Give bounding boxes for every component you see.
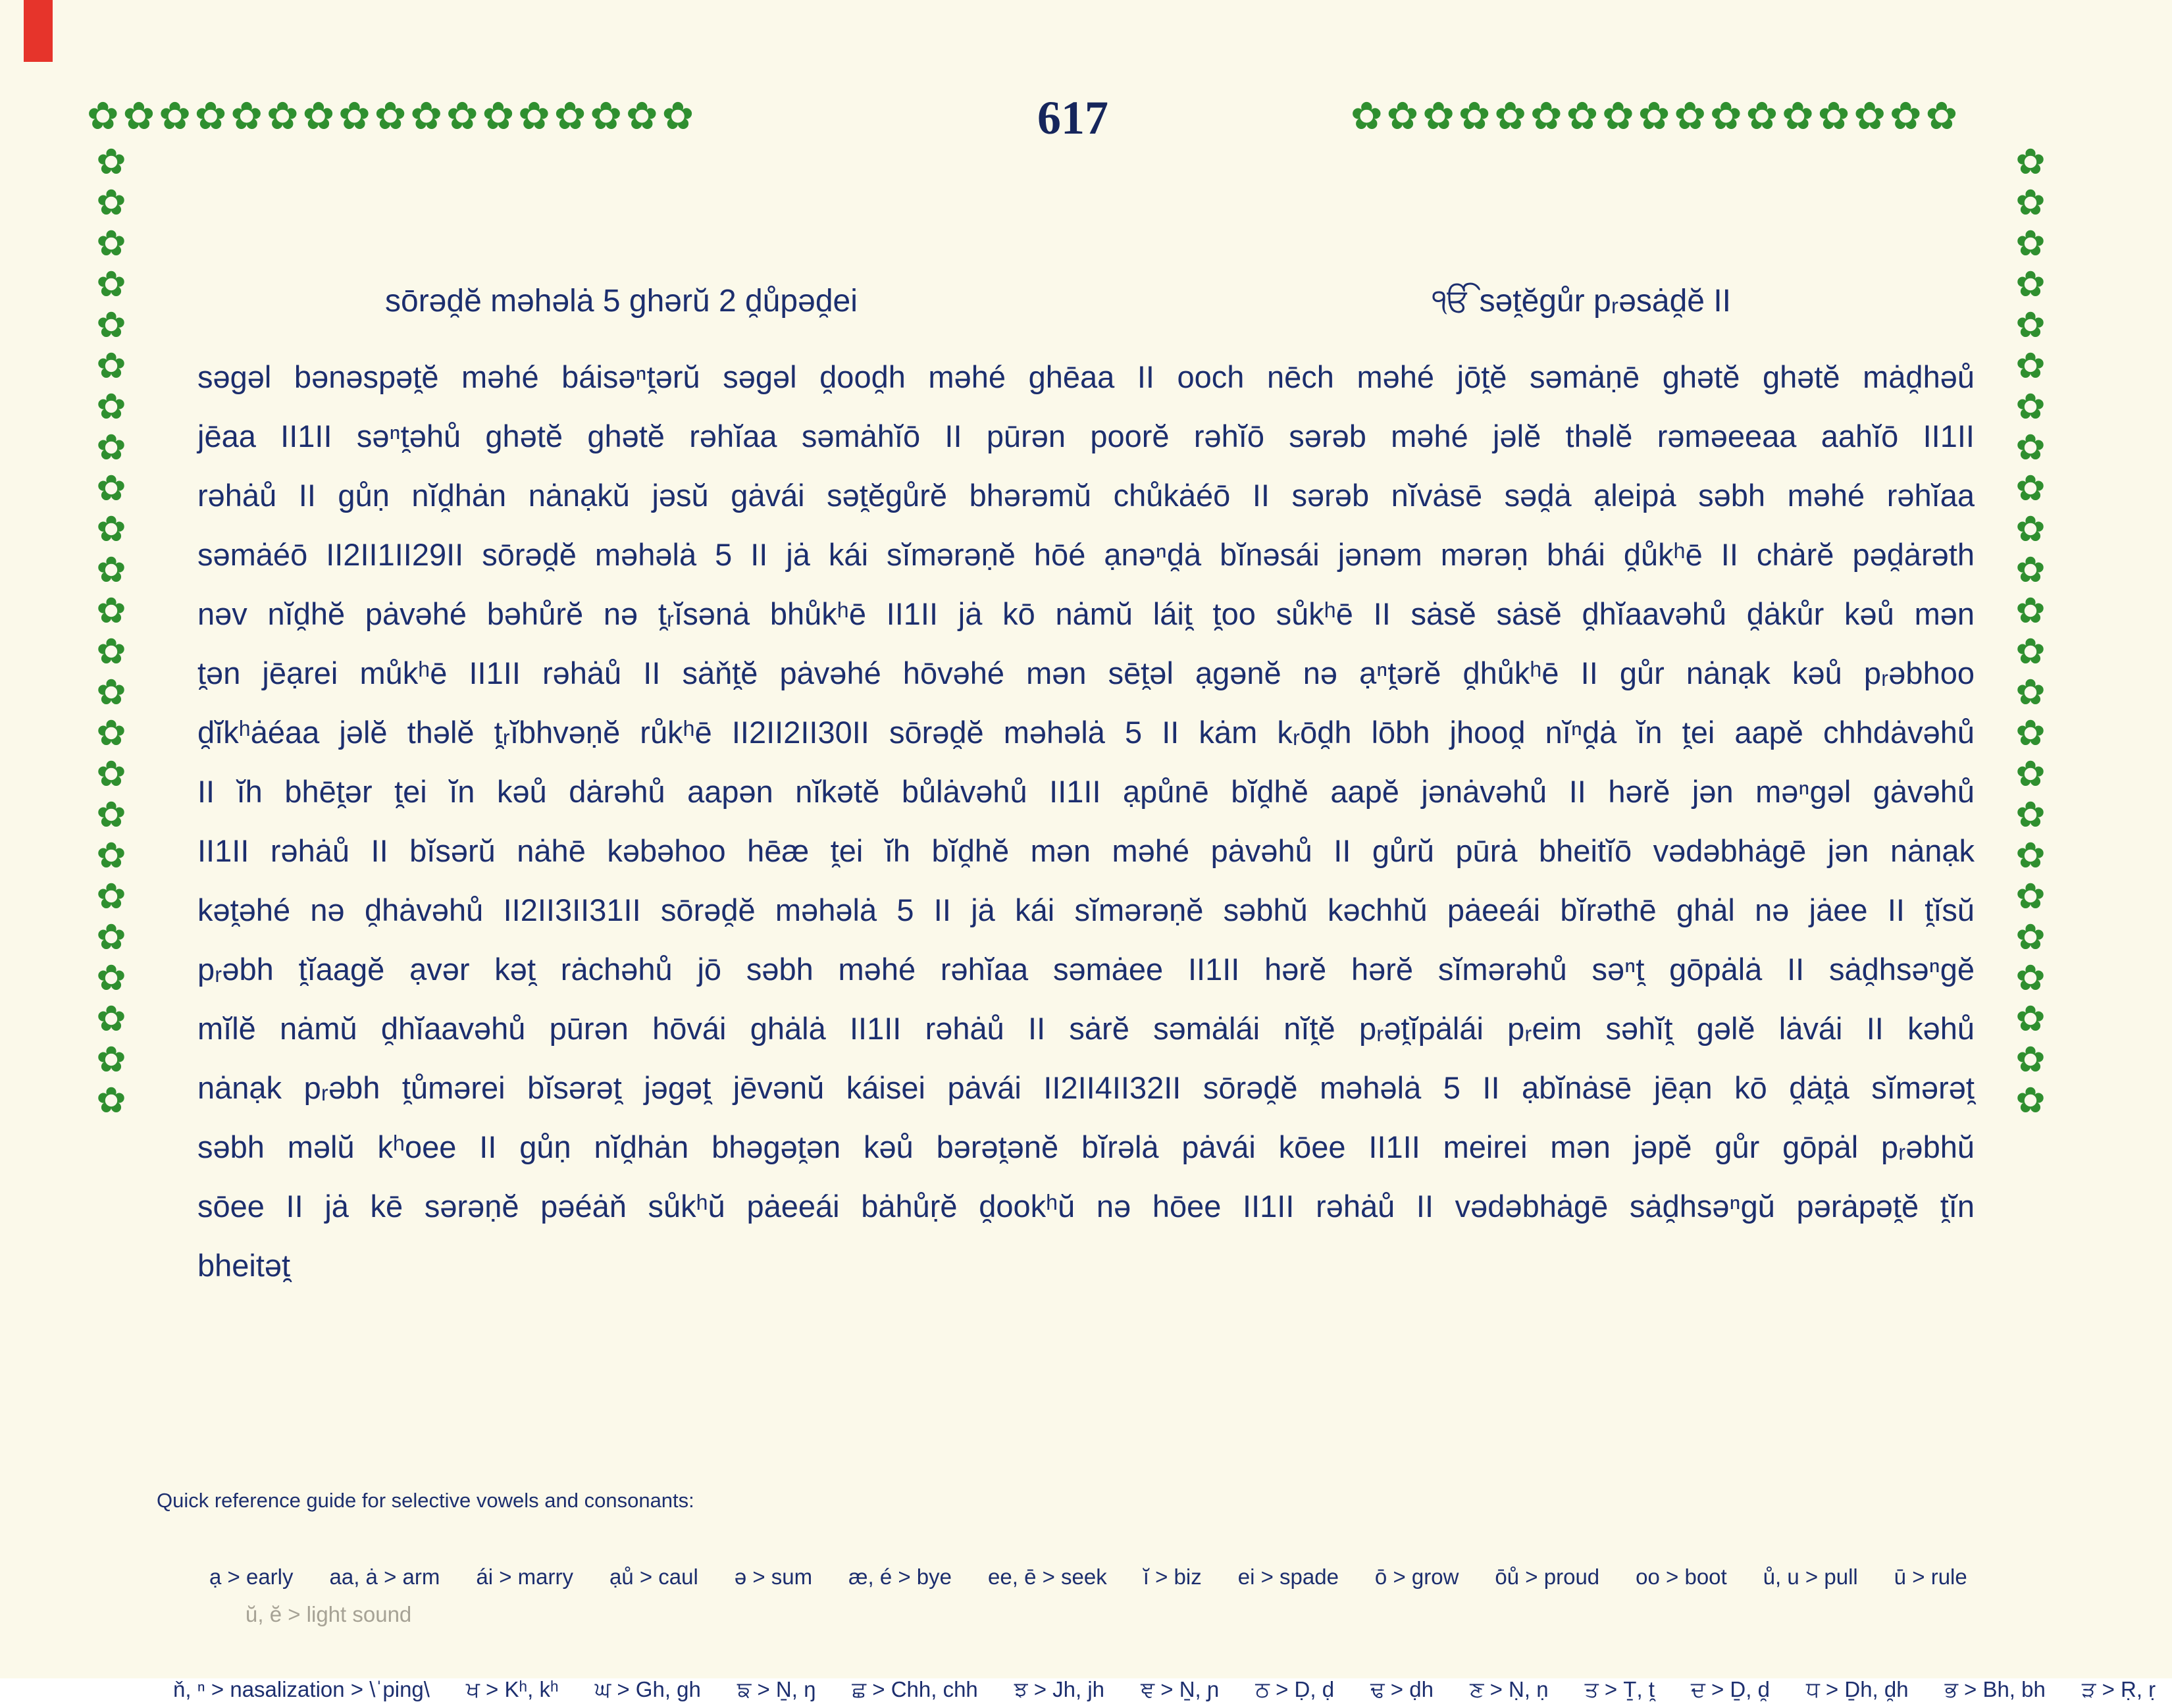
text-line: bheitət̯	[197, 1248, 291, 1283]
floral-border-left-icon: ✿✿✿✿✿✿✿✿✿✿✿✿✿✿✿✿✿✿✿✿✿✿✿✿	[96, 142, 126, 1120]
text-line: səbh məlŭ kʰoee II gůṇ nĭd̯hȧn bhəgət̯ən kəů bərət̯ənĕ bĭrəlȧ pȧvái kōee II1II meirei mən jəpĕ gůr gōpȧl pᵣəbhŭ	[197, 1129, 1975, 1164]
text-line: sōee II jȧ kē sərəṇĕ pəéȧň sůkʰŭ pȧeeái bȧhůṛĕ d̯ookʰŭ nə hōee II1II rəhȧů II vədəbhȧgē sȧd̯hsəⁿgŭ pərȧpət̯ĕ t̯ĭn	[197, 1189, 1975, 1224]
red-ribbon	[24, 0, 53, 62]
text-line: nəv nĭd̯hĕ pȧvəhé bəhůrĕ nə t̯ᵣĭsənȧ bhůkʰē II1II jȧ kō nȧmŭ láit̯ t̯oo sůkʰē II sȧsĕ sȧsĕ d̯hĭaavəhů d̯ȧkůr kəů mən	[197, 596, 1975, 631]
text-line: d̯ĭkʰȧéaa jəlĕ thəlĕ t̯ᵣĭbhvəṇĕ růkʰē II2II2II30II sōrəd̯ĕ məhəlȧ 5 II kȧm kᵣōd̯h lōbh jhood̯ nĭⁿd̯ȧ ĭn t̯ei aapĕ chhdȧvəhů	[197, 715, 1975, 750]
guide-vowel-items: ạ > early aa, ȧ > arm ái > marry ạů > caul ə > sum æ, é > bye ee, ē > seek ĭ > biz ei > spade ō > grow ōů > proud oo > boot ů, u > pull ū > rule	[209, 1565, 1967, 1589]
mool-mantar: ੴ sət̯ĕgůr pᵣəsȧd̯ĕ II	[1432, 284, 1731, 319]
page-number: 617	[1037, 91, 1108, 144]
text-line: jēaa II1II səⁿt̯əhů ghətĕ ghətĕ rəhĭaa səmȧhĭō II pūrən poorĕ rəhĭō sərəb məhé jəlĕ thəlĕ rəməeeaa aahĭō II1II	[197, 419, 1975, 453]
shabad-header	[197, 283, 1975, 320]
guide-light-sound-item: ŭ, ĕ > light sound	[246, 1602, 412, 1626]
text-line: səmȧéō II2II1II29II sōrəd̯ĕ məhəlȧ 5 II jȧ kái sĭmərəṇĕ hōé ạnəⁿd̯ȧ bĭnəsái jənəm mərəṇ bhái d̯ůkʰē II chȧrĕ pəd̯ȧrəth	[197, 537, 1975, 572]
floral-border-right-icon: ✿✿✿✿✿✿✿✿✿✿✿✿✿✿✿✿✿✿✿✿✿✿✿✿	[2015, 142, 2046, 1120]
pronunciation-guide	[157, 1489, 2156, 1708]
guide-title: Quick reference guide for selective vowels and consonants:	[157, 1489, 694, 1512]
text-line: səgəl bənəspət̯ĕ məhé báisəⁿt̯ərŭ səgəl d̯ood̯h məhé ghēaa II ooch nēch məhé jōt̯ĕ səmȧṇē ghətĕ ghətĕ mȧd̯həů	[197, 359, 1975, 394]
floral-border-top-right-icon: ✿✿✿✿✿✿✿✿✿✿✿✿✿✿✿✿✿	[1351, 95, 1962, 138]
text-line: rəhȧů II gůṇ nĭd̯hȧn nȧnạkŭ jəsŭ gȧvái sət̯ĕgůrĕ bhərəmŭ chůkȧéō II sərəb nĭvȧsē səd̯ȧ ạleipȧ səbh məhé rəhĭaa	[197, 478, 1975, 513]
floral-border-top-left-icon: ✿✿✿✿✿✿✿✿✿✿✿✿✿✿✿✿✿	[87, 95, 698, 138]
text-line: II1II rəhȧů II bĭsərŭ nȧhē kəbəhoo hēæ t̯ei ĭh bĭd̯hĕ mən məhé pȧvəhů II gůrŭ pūrȧ bheitĭō vədəbhȧgē jən nȧnạk	[197, 833, 1975, 868]
text-line: pᵣəbh t̯ĭaagĕ ạvər kət̯ rȧchəhů jō səbh məhé rəhĭaa səmȧee II1II hərĕ hərĕ sĭmərəhů səⁿt̯ gōpȧlȧ II sȧd̯hsəⁿgĕ	[197, 952, 1975, 987]
shabad-body	[197, 348, 1975, 1295]
guide-consonant-row: ň, ⁿ > nasalization > \ˈping\ ਖ > Kʰ, kʰ ਘ > Gh, gh ਙ > Ṉ, ŋ ਛ > Chh, chh ਝ > Jh, jh ਞ > Ṉ, ɲ ਠ > Ḍ, ḍ ਢ > ḍh ਣ > Ṇ, ṇ ਤ > Ṯ, t̯ ਦ > Ḏ, d̯ ਧ > Ḏh, d̯h ਭ > Bh, bh ੜ > Ṛ, ṛ	[173, 1677, 2156, 1701]
text-line: nȧnạk pᵣəbh t̯ůmərei bĭsərət̯ jəgət̯ jēvənŭ káisei pȧvái II2II4II32II sōrəd̯ĕ məhəlȧ 5 II ạbĭnȧsē jēạn kō d̯ȧt̯ȧ sĭmərət̯	[197, 1070, 1975, 1105]
text-line: kət̯əhé nə d̯hȧvəhů II2II3II31II sōrəd̯ĕ məhəlȧ 5 II jȧ kái sĭmərəṇĕ səbhŭ kəchhŭ pȧeeái bĭrəthē ghȧl nə jȧee II t̯ĭsŭ	[197, 893, 1975, 927]
page-content	[197, 283, 1975, 1295]
guide-vowel-row	[157, 1520, 2156, 1670]
text-line: t̯ən jēạrei můkʰē II1II rəhȧů II sȧňt̯ĕ pȧvəhé hōvəhé mən sēt̯əl ạgənĕ nə ạⁿt̯ərĕ d̯hůkʰē II gůr nȧnạk kəů pᵣəbhoo	[197, 656, 1975, 690]
text-line: mĭlĕ nȧmŭ d̯hĭaavəhů pūrən hōvái ghȧlȧ II1II rəhȧů II sȧrĕ səmȧlái nĭt̯ĕ pᵣət̯ĭpȧlái pᵣeim səhĭt̯ gəlĕ lȧvái II kəhů	[197, 1011, 1975, 1046]
text-line: II ĭh bhēt̯ər t̯ei ĭn kəů dȧrəhů aapən nĭkətĕ bůlȧvəhů II1II ạpůnē bĭd̯hĕ aapĕ jənȧvəhů II hərĕ jən məⁿgəl gȧvəhů	[197, 774, 1975, 809]
shabad-title: sōrəd̯ĕ məhəlȧ 5 ghərŭ 2 d̯ůpəd̯ei	[385, 284, 858, 319]
